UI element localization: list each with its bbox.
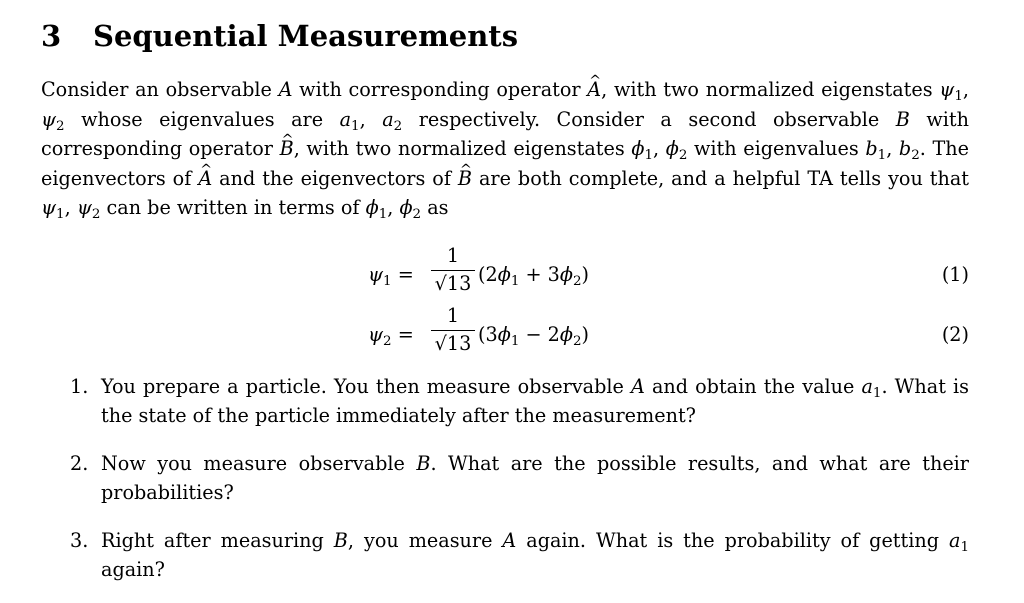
math-subscript: 2 bbox=[911, 148, 920, 164]
math-var-a-lower: a bbox=[861, 374, 873, 398]
math-var-b-lower: b bbox=[865, 137, 878, 160]
question-text: Now you measure observable bbox=[101, 451, 417, 475]
math-var-a-lower: a bbox=[382, 107, 394, 131]
question-item bbox=[41, 449, 969, 508]
math-psi: ψ bbox=[41, 107, 57, 131]
math-comma: , bbox=[962, 78, 969, 101]
math-subscript: 2 bbox=[393, 118, 403, 134]
math-subscript: 2 bbox=[678, 148, 688, 164]
math-subscript: 1 bbox=[644, 148, 653, 164]
math-comma: , bbox=[886, 137, 899, 160]
intro-text: respectively. Consider a second observable bbox=[402, 107, 896, 131]
question-number: 3. bbox=[70, 528, 89, 552]
fraction-denominator bbox=[431, 272, 475, 296]
math-coefficient: 2 bbox=[547, 322, 560, 346]
math-comma: , bbox=[64, 196, 77, 219]
equation-block bbox=[41, 242, 969, 372]
equation-number: (1) bbox=[941, 262, 969, 286]
math-psi: ψ bbox=[76, 196, 92, 219]
section-number: 3 bbox=[41, 19, 62, 53]
intro-text: with corresponding operator bbox=[292, 78, 588, 101]
math-subscript: 2 bbox=[412, 207, 422, 223]
math-subscript: 1 bbox=[510, 273, 520, 289]
math-phi: ϕ bbox=[559, 262, 573, 286]
intro-text: are both complete, and a helpful TA tells you that bbox=[472, 166, 970, 190]
math-paren: ) bbox=[581, 322, 590, 346]
question-list bbox=[41, 372, 969, 585]
math-phi: ϕ bbox=[497, 262, 511, 286]
question-text: . What is the state of the particle immediately after the measurement? bbox=[101, 374, 970, 428]
math-subscript: 1 bbox=[877, 148, 887, 164]
intro-text: as bbox=[421, 196, 449, 219]
intro-paragraph bbox=[41, 75, 969, 223]
question-text: Right after measuring bbox=[101, 528, 334, 552]
question-text: . What are the possible results, and what are their probabilities? bbox=[101, 451, 969, 505]
equation-fraction bbox=[431, 304, 475, 356]
math-subscript: 2 bbox=[572, 273, 582, 289]
math-subscript: 1 bbox=[378, 207, 388, 223]
question-text: and obtain the value bbox=[644, 374, 862, 398]
question-text: again. What is the probability of getting bbox=[516, 528, 949, 552]
intro-text: whose eigenvalues are bbox=[64, 107, 340, 131]
question-item bbox=[41, 526, 969, 585]
equation-2 bbox=[41, 302, 969, 364]
math-subscript: 1 bbox=[872, 385, 882, 401]
math-subscript: 1 bbox=[954, 89, 963, 105]
math-phi: ϕ bbox=[631, 137, 645, 160]
math-var-a-lower: a bbox=[948, 528, 961, 552]
math-paren: ( bbox=[478, 262, 486, 286]
question-number: 1. bbox=[70, 374, 89, 398]
math-equals: = bbox=[391, 262, 414, 286]
math-var-a: A bbox=[502, 528, 517, 552]
math-var-b: B bbox=[416, 451, 431, 475]
equation-number: (2) bbox=[941, 322, 969, 346]
math-operator-b-hat: ^ B bbox=[458, 164, 472, 194]
question-number: 2. bbox=[70, 451, 89, 475]
math-subscript: 1 bbox=[56, 207, 65, 223]
fraction-denominator bbox=[431, 332, 475, 356]
math-paren: ) bbox=[581, 262, 590, 286]
sqrt-sign: √ bbox=[434, 271, 447, 295]
math-psi: ψ bbox=[368, 322, 384, 346]
math-comma: , bbox=[387, 196, 400, 219]
math-psi: ψ bbox=[41, 196, 57, 219]
math-var-a: A bbox=[630, 374, 645, 398]
sqrt-sign: √ bbox=[434, 331, 447, 355]
math-var-a: A bbox=[278, 78, 293, 101]
math-psi: ψ bbox=[368, 262, 384, 286]
math-subscript: 2 bbox=[91, 207, 101, 223]
question-item bbox=[41, 372, 969, 431]
sqrt-radicand: 13 bbox=[446, 271, 472, 295]
math-var-b-lower: b bbox=[898, 137, 912, 160]
intro-text: can be written in terms of bbox=[100, 196, 366, 219]
math-operator-b-hat: ^ B bbox=[280, 134, 294, 164]
intro-text: Consider an observable bbox=[41, 78, 279, 101]
intro-text: , with two normalized eigenstates bbox=[293, 137, 632, 160]
math-phi: ϕ bbox=[559, 322, 573, 346]
math-subscript: 1 bbox=[383, 273, 392, 289]
math-subscript: 2 bbox=[383, 333, 392, 349]
intro-text: with eigenvalues bbox=[687, 137, 866, 160]
math-equals: = bbox=[391, 322, 414, 346]
math-var-a-lower: a bbox=[339, 107, 352, 131]
math-psi: ψ bbox=[939, 78, 955, 101]
section-heading bbox=[41, 14, 969, 58]
math-comma: , bbox=[653, 137, 666, 160]
equation-fraction bbox=[431, 244, 475, 296]
equation-lhs bbox=[368, 322, 414, 349]
math-var-b: B bbox=[333, 528, 348, 552]
math-phi: ϕ bbox=[497, 322, 511, 346]
math-operator-a-hat: ^ A bbox=[587, 75, 601, 105]
math-comma: , bbox=[359, 107, 383, 131]
section-title: Sequential Measurements bbox=[93, 19, 519, 53]
intro-text: . The eigenvectors of bbox=[41, 137, 969, 190]
equation-1 bbox=[41, 242, 969, 304]
intro-text: with corresponding operator bbox=[41, 107, 970, 160]
math-subscript: 1 bbox=[351, 118, 360, 134]
equation-rhs bbox=[478, 262, 590, 289]
sqrt-radicand: 13 bbox=[446, 331, 472, 355]
fraction-numerator: 1 bbox=[446, 303, 460, 327]
math-paren: ( bbox=[478, 322, 486, 346]
intro-text: and the eigenvectors of bbox=[212, 166, 458, 190]
math-coefficient: 3 bbox=[485, 322, 498, 346]
math-operator-a-hat: ^ A bbox=[198, 164, 212, 194]
math-coefficient: 2 bbox=[485, 262, 498, 286]
math-operator: − bbox=[519, 322, 548, 346]
math-phi: ϕ bbox=[365, 196, 379, 219]
math-subscript: 2 bbox=[572, 333, 582, 349]
equation-lhs bbox=[368, 262, 414, 289]
document-page bbox=[41, 14, 969, 603]
intro-text: , with two normalized eigenstates bbox=[601, 78, 940, 101]
fraction-numerator: 1 bbox=[446, 243, 460, 267]
math-subscript: 1 bbox=[510, 333, 520, 349]
math-coefficient: 3 bbox=[547, 262, 560, 286]
math-phi: ϕ bbox=[665, 137, 679, 160]
math-var-b: B bbox=[895, 107, 910, 131]
question-text: You prepare a particle. You then measure observable bbox=[101, 374, 631, 398]
question-text: again? bbox=[101, 558, 165, 582]
math-subscript: 2 bbox=[56, 118, 65, 134]
math-subscript: 1 bbox=[960, 539, 969, 555]
question-text: , you measure bbox=[347, 528, 503, 552]
math-operator: + bbox=[519, 262, 548, 286]
equation-rhs bbox=[478, 322, 590, 349]
math-phi: ϕ bbox=[399, 196, 413, 219]
